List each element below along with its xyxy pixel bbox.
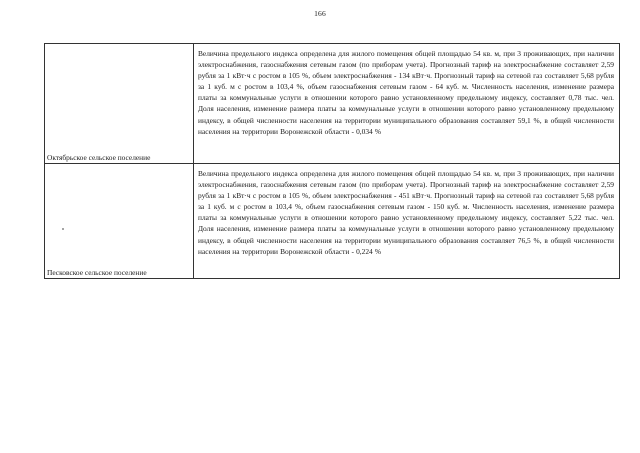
- table-row: [45, 164, 620, 279]
- table-row: [45, 44, 620, 164]
- settlement-description: Величина предельного индекса определена для жилого помещения общей площадью 54 кв. м, при 3 проживающих, при наличии электроснабжения, газоснабжения сетевым газом (по приборам учета). Прогнозный тариф на электроснабжение составляет 2,59 рубля за 1 кВт·ч с ростом в 105 %, объем электроснабжения - 134 кВт·ч. Прогнозный тариф на сетевой газ составляет 5,68 рубля за 1 куб. м с ростом в 103,4 %, объем газоснабжения сетевым газом - 64 куб. м. Численность населения, изменение размера платы за коммунальные услуги в отношении которого равно установленному предельному индексу, составляет 0,78 тыс. чел. Доля населения, изменение размера платы за коммунальные услуги в отношении которого равно установленному предельному индексу, в общей численности населения на территории муниципального образования составляет 59,1 %, в общей численности населения на территории Воронежской области - 0,034 %: [198, 49, 614, 136]
- page-number: 166: [314, 9, 326, 18]
- settlement-name-cell: [45, 44, 194, 164]
- description-cell: [194, 164, 620, 279]
- settlement-name: Октябрьское сельское поселение: [47, 153, 151, 162]
- settlement-description: Величина предельного индекса определена для жилого помещения общей площадью 54 кв. м, при 3 проживающих, при наличии электроснабжения, газоснабжения сетевым газом (по приборам учета). Прогнозный тариф на электроснабжение составляет 2,59 рубля за 1 кВт·ч с ростом в 105 %, объем электроснабжения - 451 кВт·ч. Прогнозный тариф на сетевой газ составляет 5,68 рубля за 1 куб. м с ростом в 103,4 %, объем газоснабжения сетевым газом - 150 куб. м. Численность населения, изменение размера платы за коммунальные услуги в отношении которого равно установленному предельному индексу, составляет 5,22 тыс. чел. Доля населения, изменение размера платы за коммунальные услуги в отношении которого равно установленному предельному индексу, в общей численности населения на территории муниципального образования составляет 76,5 %, в общей численности населения на территории Воронежской области - 0,224 %: [198, 169, 614, 256]
- settlements-table: [44, 43, 620, 279]
- settlement-name-cell: [45, 164, 194, 279]
- settlement-name: Песковское сельское поселение: [47, 268, 147, 277]
- scan-speck: [62, 228, 64, 230]
- description-cell: [194, 44, 620, 164]
